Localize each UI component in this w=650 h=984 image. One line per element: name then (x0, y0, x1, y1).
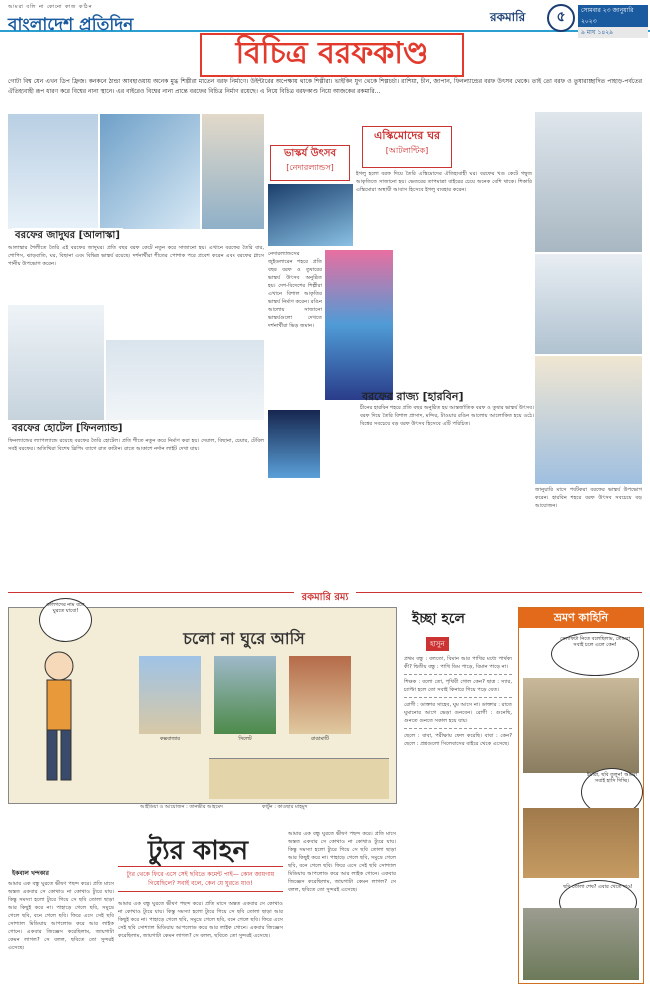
comic-photo-sylhet (214, 656, 276, 734)
logo-text: বাংলাদেশ প্রতিদিন (8, 15, 134, 35)
tour-pullquote: ট্যুর থেকে ফিরে এসে সেই ছবিতে কমেন্ট পাই— কোন জায়গায় গিয়েছিলে? সবাই বলে, কেন যে ঘুরতে যাও! (118, 866, 283, 892)
comic-speech-bubble: কলিগদের নাম বলে ঘুরতে যাবো! (39, 598, 92, 642)
comic-photo-coxsbazar (139, 656, 201, 734)
comic-banner: চলো না ঘুরে আসি (183, 629, 305, 648)
article-body-harbin: চীনের হারবিন শহরে প্রতি বছর অনুষ্ঠিত হয় আন্তর্জাতিক বরফ ও তুষার ভাস্কর্য উৎসব। বরফ দিয়ে তৈরি বিশাল প্রাসাদ, মন্দির, টাওয়ার রঙিন আলোয় আলোকিত হয়ে ওঠে। বিশ্বের সবচেয়ে বড় বরফ উৎসব হিসেবে এটি পরিচিত। (360, 405, 534, 427)
article-subheading-igloo: [আটলান্টিক] (385, 146, 429, 155)
harbin-glow-photo (325, 250, 393, 400)
tour-article-byline: ইকবাল খন্দকার (12, 870, 49, 877)
travel-speech-bubble-2: ইয়ারা, ছবি তুলুন! আমরা সবাই হাসি দিচ্ছি। (581, 768, 643, 816)
comic-credit-idea: আইডিয়া ও আয়োজন : তানভীর আহমেদ (140, 804, 223, 810)
article-heading-ice-museum: বরফের জাদুঘর [আলাস্কা] (12, 228, 123, 245)
comic-caption-sylhet: সিলেট (238, 736, 252, 742)
newspaper-logo[interactable] (8, 4, 133, 40)
tour-article-body-col2: আমার এক বন্ধু ঘুরতে ভীষণ পছন্দ করে। প্রতি মাসে অন্তত একবার সে কোথাও না কোথাও ট্যুরে যায়। কিন্তু সমস্যা হলো ট্যুরে গিয়ে সে ছবি তোলা ছাড়া আর কিছুই করে না। পাহাড়ে গেলে ছবি, সমুদ্রে গেলে ছবি, বনে গেলে ছবি। ফিরে এসে সেই ছবি সোশ্যাল মিডিয়ায় আপলোড করে আর লাইক গোনে। একবার জিজ্ঞেস করেছিলাম, জায়গাটা কেমন লাগল? সে বলল, ছবিতে তো সুন্দরই এসেছে। (118, 901, 283, 939)
joke-item: শিক্ষক : বলো তো, পৃথিবী গোল কেন? ছাত্র : স্যার, চ্যাপ্টা হলে তো সবাই কিনারে গিয়ে পড়ে যেত। (404, 678, 512, 698)
travel-speech-bubble-3: ছবি তোলা শেষ? এবার খেতে দাও! (559, 880, 637, 924)
tour-article-title: ট্যুর কাহন (148, 836, 248, 866)
article-heading-sculpture: ভাস্কর্য উৎসব (283, 148, 337, 159)
article-heading-igloo: এস্কিমোদের ঘর (373, 129, 441, 142)
tour-article-body-col3: আমার এক বন্ধু ঘুরতে ভীষণ পছন্দ করে। প্রতি মাসে অন্তত একবার সে কোথাও না কোথাও ট্যুরে যায়। কিন্তু সমস্যা হলো ট্যুরে গিয়ে সে ছবি তোলা ছাড়া আর কিছুই করে না। পাহাড়ে গেলে ছবি, সমুদ্রে গেলে ছবি, বনে গেলে ছবি। ফিরে এসে সেই ছবি সোশ্যাল মিডিয়ায় আপলোড করে আর লাইক গোনে। একবার জিজ্ঞেস করেছিলাম, জায়গাটা কেমন লাগল? সে বলল, ছবিতে তো সুন্দরই এসেছে। (288, 831, 396, 893)
eskimo-photo (535, 112, 642, 252)
feature-title: বিচিত্র বরফকাণ্ড (200, 33, 464, 77)
date-box (578, 5, 648, 36)
tour-article-body-col1: আমার এক বন্ধু ঘুরতে ভীষণ পছন্দ করে। প্রতি মাসে অন্তত একবার সে কোথাও না কোথাও ট্যুরে যায়। কিন্তু সমস্যা হলো ট্যুরে গিয়ে সে ছবি তোলা ছাড়া আর কিছুই করে না। পাহাড়ে গেলে ছবি, সমুদ্রে গেলে ছবি, বনে গেলে ছবি। ফিরে এসে সেই ছবি সোশ্যাল মিডিয়ায় আপলোড করে আর লাইক গোনে। একবার জিজ্ঞেস করেছিলাম, জায়গাটা কেমন লাগল? সে বলল, ছবিতে তো সুন্দরই এসেছে। (8, 881, 114, 951)
ice-hotel-photo-1 (8, 305, 104, 420)
article-body-igloo: ইগলু হলো বরফ দিয়ে তৈরি এস্কিমোদের ঐতিহ্যবাহী ঘর। বরফের খণ্ড কেটে গম্বুজ আকৃতিতে সাজানো হয়। ভেতরের তাপমাত্রা বাইরের চেয়ে অনেক বেশি থাকে। শিকারি এস্কিমোরা অস্থায়ী আবাস হিসেবে ইগলু ব্যবহার করেন। (356, 171, 532, 193)
ice-museum-photo-3 (202, 114, 264, 229)
jokes-title: ইচ্ছা হলে (412, 611, 465, 627)
ice-museum-photo-2 (100, 114, 200, 229)
feature-intro: গোটা বিশ্ব যেন এখন ডিপ ফ্রিজ। কনকনে ঠান্ডা আবহাওয়ায় অনেক মুগ্ধ শিল্পীরা মাতেন বরফ নির্মাণে। উইন্টারের অপেক্ষায় থাকে শিল্পীরা। ভাইকিং যুগ থেকে শিল্পচর্চা। রাশিয়া, চীন, জাপান, ফিনল্যান্ডের বরফ উৎসব থেকে। তাই তো বরফ ও তুষারাচ্ছাদিত পাহাড়-পর্বতের ঐতিহ্যবাহী রূপ ধারণ করে বিশ্বের নানা স্থানে। এর বাইরেও বিশ্বের নানা প্রান্তে বরফের বিচিত্র নির্মাণ রয়েছে। এ নিয়ে বিচিত্র বরফকাণ্ড নিয়ে আজকের রকমারি... (8, 78, 642, 95)
article-body-ice-hotel: ফিনল্যান্ডের ল্যাপল্যান্ডে রয়েছে বরফের তৈরি হোটেল। প্রতি শীতে নতুন করে নির্মাণ করা হয়। দেয়াল, বিছানা, চেয়ার, টেবিল সবই বরফের। অতিথিরা বিশেষ স্লিপিং ব্যাগে রাত কাটান। রাতে আকাশে নর্দান লাইট দেখা যায়। (8, 438, 264, 452)
ice-museum-photo-1 (8, 114, 98, 229)
article-subheading-sculpture: [নেদারল্যান্ডস] (286, 163, 334, 172)
cat-closeup-photo (523, 908, 639, 980)
travel-comic (8, 602, 397, 804)
dogs-selfie-photo (523, 808, 639, 878)
sculpture-festival-photo (268, 184, 353, 246)
harbin-blue-photo (268, 410, 320, 478)
date-bengali: ৯ মাঘ ১৪২৯ (578, 27, 648, 38)
joke-item: রোগী : ডাক্তার সাহেব, ঘুম আসে না। ডাক্তার : রাতে ঘুমানোর আগে ভেড়া গুনবেন। রোগী : গুনেছি, গুনতে গুনতে সকাল হয়ে যায়। (404, 701, 512, 729)
jokes-column (404, 607, 512, 982)
harbin-photo-caption: জানুয়ারি মাসে পর্যটকরা বরফের ভাস্কর্য উপভোগ করেন। হারবিন শহরে বরফ উৎসব সবচেয়ে বড় আয়োজন। (535, 487, 642, 509)
comic-man-figure (29, 648, 89, 788)
joke-item: প্রথম বন্ধু : বলতো, বিমান আর পাখির মধ্যে পার্থক্য কী? দ্বিতীয় বন্ধু : পাখি ডিম পাড়ে, বিমান পাড়ে না। (404, 655, 512, 675)
comic-credit-art: কার্টুন : কাওছার মাহমুদ (262, 804, 308, 810)
section-name: রকমারি (490, 10, 526, 24)
igloo-photo (535, 254, 642, 354)
comic-photo-rangamati (289, 656, 351, 734)
cat-selfie-photo (523, 678, 639, 773)
article-body-sculpture: নেদারল্যান্ডসের জুইডলারেন শহরে প্রতি বছর বরফ ও তুষারের ভাস্কর্য উৎসব অনুষ্ঠিত হয়। দেশ-বিদেশের শিল্পীরা এখানে বিশাল আকৃতির ভাস্কর্য নির্মাণ করেন। রঙিন আলোয় সাজানো ভাস্কর্যগুলো দেখতে দর্শনার্থীরা ভিড় জমান। (268, 251, 322, 329)
article-heading-ice-hotel: বরফের হোটেল [ফিনল্যান্ড] (12, 423, 123, 434)
article-body-ice-museum: আলাস্কার শৈলীতে তৈরি এই বরফের জাদুঘর। প্রতি বছর বরফ কেটে নতুন করে সাজানো হয়। এখানে বরফের তৈরি বার, শোপিস, ঝাড়বাতি, ঘর, বিছানা এবং বিভিন্ন ভাস্কর্য রয়েছে। দর্শনার্থীরা শীতের পোশাক পরে প্রবেশ করেন এবং বরফের গ্লাসে পানীয় উপভোগ করেন। (8, 245, 264, 267)
comic-desk (209, 758, 389, 799)
igloo-heading-box (362, 126, 452, 168)
comic-caption-coxsbazar: কক্সবাজার (159, 736, 181, 742)
comic-caption-rangamati: রাঙামাটি (311, 736, 329, 742)
lower-section-label: রকমারি রম্য (294, 592, 357, 603)
joke-item: ছেলে : বাবা, পরীক্ষায় ফেল করেছি। বাবা : কেন? ছেলে : প্রশ্নগুলো সিলেবাসের বাইরে থেকে এসেছে। (404, 733, 512, 747)
travel-speech-bubble-1: সেলফিটা নিতে বলেছিলাম, তোমরা সবাই চলে এলে কেন! (551, 632, 639, 676)
date-gregorian: সোমবার ২৩ জানুয়ারি ২০২৩ (578, 5, 648, 27)
jokes-subtitle: হাসুন (426, 637, 449, 651)
page-number-badge: ৫ (547, 4, 575, 32)
logo-tagline: আমরা বলি না কোনো কাজ কঠিন (8, 4, 93, 10)
article-heading-harbin: বরফের রাজ্য [হারবিন] (362, 390, 464, 403)
ice-hotel-photo-2 (106, 340, 264, 420)
harbin-palace-photo (535, 356, 642, 484)
travel-story-column (518, 607, 644, 984)
travel-story-title: ভ্রমণ কাহিনি (519, 608, 643, 628)
sculpture-heading-box (270, 145, 350, 181)
